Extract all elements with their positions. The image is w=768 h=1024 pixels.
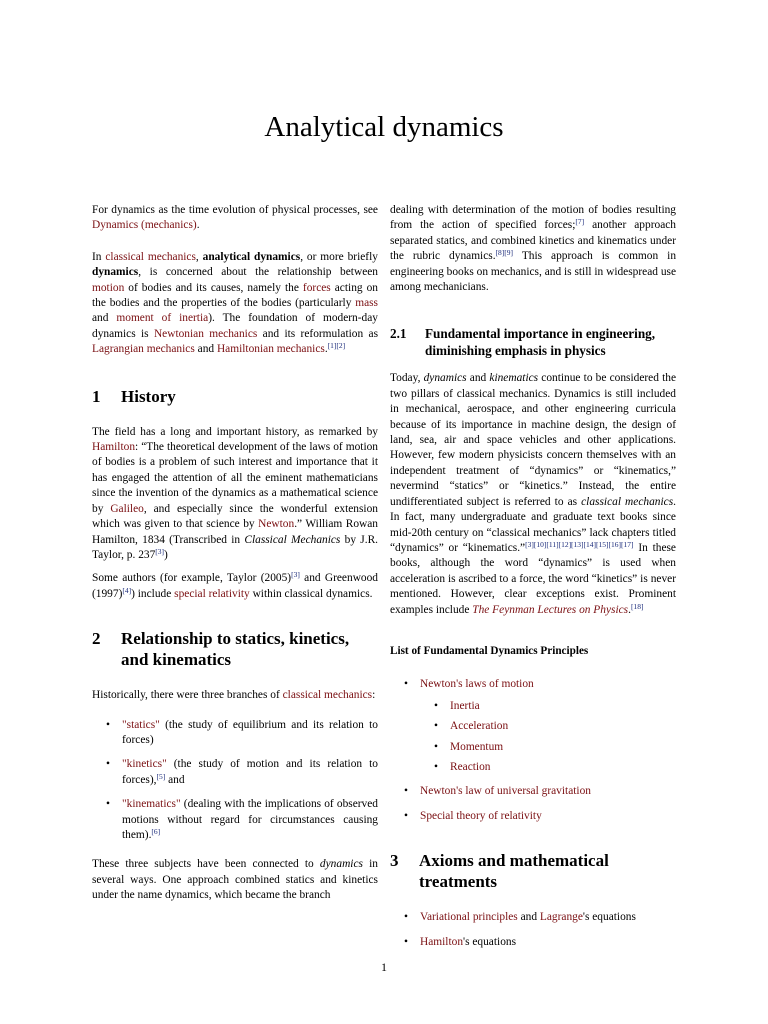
link-classical-mechanics-2[interactable]: classical mechanics (282, 689, 373, 702)
link-universal-gravitation[interactable]: Newton's law of universal gravitation (420, 785, 591, 798)
link-mass[interactable]: mass (355, 297, 378, 310)
list-item: • "kinematics" (dealing with the implications of observed motions without regard for circumstances causing them).[6] (122, 797, 378, 843)
link-acceleration[interactable]: Acceleration (450, 720, 509, 733)
link-lagrange[interactable]: Lagrange (539, 911, 583, 924)
link-momentum[interactable]: Momentum (450, 740, 504, 753)
continued-paragraph: dealing with determination of the motion of bodies resulting from the action of specified forces;[7] another approach separated statics, and combined kinetics and kinematics under the rubric dynamics.[8][9] This approach is common in engineering books on mechanics, and is still in widespread use among mechanicians. (390, 204, 677, 294)
link-special-theory-of-relativity[interactable]: Special theory of relativity (420, 809, 542, 822)
today-paragraph: Today, dynamics and kinematics continue to be considered the two pillars of classical mechanics. Dynamics is still included in mechanical, aerospace, and other engineering curricula because of its importance in machine design, the design of land, sea, air and space vehicles and other applications. However, few modern physicists concern themselves with an independent treatment of “dynamics” or “kinematics,” nevermind “statics” or “kinetics.” Instead, the entire undifferentiated subject is referred to as classical mechanics. In fact, many undergraduate and graduate text books since mid-20th century on “classical mechanics” lack chapters titled “dynamics” or “kinematics.”[3][10][11][12][13][14][15][16][17] In these books, although the word “dynamics” is used when acceleration is ascribed to a force, the word “kinetics” is never mentioned. However, clear exceptions exist. Prominent examples include The Feynman Lectures on Physics.[18] (390, 372, 676, 616)
list-item: • "kinetics" (the study of motion and its relation to forces),[5] and (122, 757, 378, 788)
branches-list (92, 718, 378, 844)
page-number: 1 (381, 960, 387, 974)
list-item (420, 809, 676, 824)
link-inertia[interactable]: Inertia (450, 699, 480, 712)
list-item (450, 760, 676, 775)
link-newtons-laws[interactable]: Newton's laws of motion (420, 678, 534, 691)
link-special-relativity[interactable]: special relativity (174, 587, 250, 600)
link-galileo[interactable]: Galileo (110, 502, 144, 515)
principles-list (390, 677, 676, 824)
list-item (450, 740, 676, 755)
citation[interactable]: [3] (291, 570, 300, 580)
link-classical-mechanics[interactable]: classical mechanics (105, 250, 196, 263)
citation[interactable]: [8][9] (495, 248, 514, 258)
list-item: • Variational principles and Lagrange's equations (420, 910, 676, 925)
sub-list (420, 699, 676, 776)
link-lagrangian-mechanics[interactable]: Lagrangian mechanics (92, 343, 195, 356)
link-hamilton[interactable]: Hamilton (92, 441, 136, 454)
link-hamilton-equations[interactable]: Hamilton (420, 935, 464, 948)
link-feynman-lectures[interactable]: The Feynman Lectures on Physics (472, 603, 629, 616)
citation[interactable]: [1][2] (327, 341, 346, 351)
link-forces[interactable]: forces (302, 281, 331, 294)
citation[interactable]: [3] (155, 546, 165, 556)
section-heading-axioms: 3 Axioms and mathematical treatments (390, 851, 609, 892)
list-item: • Hamilton's equations (420, 935, 676, 950)
link-reaction[interactable]: Reaction (450, 760, 491, 773)
link-newton[interactable]: Newton (258, 518, 295, 531)
section-heading-relationship: 2 Relationship to statics, kinetics, and kinematics (92, 629, 350, 670)
link-hamiltonian-mechanics[interactable]: Hamiltonian mechanics (216, 343, 325, 356)
citation[interactable]: [18] (630, 601, 644, 611)
link-variational-principles[interactable]: Variational principles (420, 911, 518, 924)
page-title: Analytical dynamics (264, 111, 504, 143)
citation[interactable]: [5] (156, 771, 166, 781)
citation[interactable]: [6] (151, 826, 161, 836)
authors-paragraph: Some authors (for example, Taylor (2005)[3] and Greenwood (1997)[4]) include special relativity within classical dynamics. (92, 570, 379, 600)
hatnote: For dynamics as the time evolution of physical processes, see Dynamics (mechanics). (92, 204, 378, 232)
history-paragraph: The field has a long and important history, as remarked by Hamilton: “The theoretical development of the laws of motion of bodies is a problem of such interest and importance that it has engaged the attention of all the eminent mathematicians since the invention of the dynamics as a mathematical science by Galileo, and especially since the wonderful extension which was given to that science by Newton.” William Rowan Hamilton, 1834 (Transcribed in Classical Mechanics by J.R. Taylor, p. 237[3]) (92, 425, 379, 561)
branches-paragraph: Historically, there were three branches of classical mechanics: (92, 689, 376, 702)
link-statics[interactable]: "statics" (122, 718, 160, 731)
axioms-list (390, 910, 676, 950)
list-item (420, 677, 676, 775)
list-item (420, 784, 676, 799)
link-dynamics-mechanics[interactable]: Dynamics (mechanics) (92, 219, 197, 232)
section-heading-history: 1 History (92, 386, 176, 406)
subsection-heading-fundamental-importance: 2.1 Fundamental importance in engineering, diminishing emphasis in physics (390, 326, 656, 359)
citation[interactable]: [3][10][11][12][13][14][15][16][17] (525, 539, 634, 549)
intro-paragraph: In classical mechanics, analytical dynamics, or more briefly dynamics, is concerned about the relationship between motion of bodies and its causes, namely the forces acting on the bodies and the properties of the bodies (particularly mass and moment of inertia). The foundation of modern-day dynamics is Newtonian mechanics and its reformulation as Lagrangian mechanics and Hamiltonian mechanics.[1][2] (92, 250, 378, 356)
link-newtonian-mechanics[interactable]: Newtonian mechanics (153, 327, 258, 340)
list-item (450, 699, 676, 714)
citation[interactable]: [4] (122, 585, 132, 595)
link-moment-of-inertia[interactable]: moment of inertia (116, 312, 209, 325)
subjects-paragraph: These three subjects have been connected to dynamics in several ways. One approach combined statics and kinetics under the name dynamics, which became the branch (92, 858, 378, 902)
citation[interactable]: [7] (575, 217, 585, 227)
link-kinematics[interactable]: "kinematics" (122, 798, 181, 811)
link-motion[interactable]: motion (92, 281, 125, 294)
left-column (92, 203, 378, 912)
list-item (450, 719, 676, 734)
principles-list-title: List of Fundamental Dynamics Principles (390, 644, 589, 657)
right-column (390, 203, 676, 964)
link-kinetics[interactable]: "kinetics" (122, 758, 167, 771)
list-item: • "statics" (the study of equilibrium and its relation to forces) (122, 718, 378, 749)
